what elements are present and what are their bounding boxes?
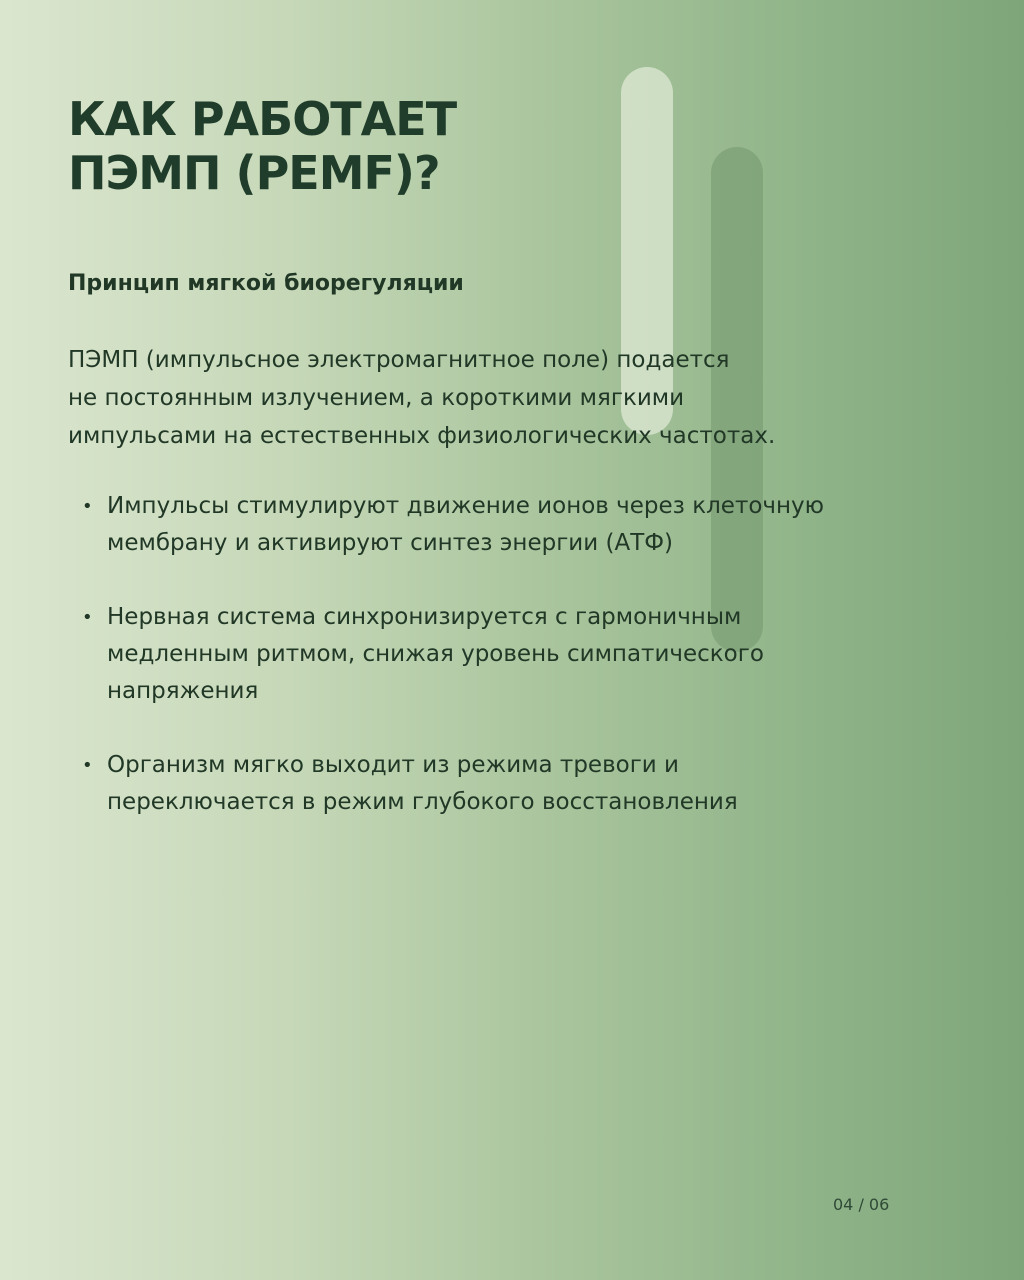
bullet-item [68,488,968,562]
bullet-line: Нервная система синхронизируется с гармоничным [107,604,742,630]
bullet-line: Импульсы стимулируют движение ионов через клеточную [107,493,825,519]
intro-paragraph [68,341,775,455]
page-indicator: 04 / 06 [833,1195,890,1214]
bullet-dot-icon: • [82,755,93,776]
bullet-line: мембрану и активируют синтез энергии (АТФ) [107,530,674,556]
page-title [68,92,456,200]
bullet-item [68,747,968,821]
bullet-line: медленным ритмом, снижая уровень симпатического [107,641,764,667]
intro-line: не постоянным излучением, а короткими мягкими [68,385,685,411]
intro-line: импульсами на естественных физиологических частотах. [68,423,776,449]
bullet-line: напряжения [107,678,259,704]
bullet-list [68,488,968,858]
intro-line: ПЭМП (импульсное электромагнитное поле) подается [68,347,730,373]
section-subtitle: Принцип мягкой биорегуляции [68,271,464,296]
bullet-line: Организм мягко выходит из режима тревоги и [107,752,679,778]
bullet-line: переключается в режим глубокого восстановления [107,789,738,815]
bullet-dot-icon: • [82,607,93,628]
title-line: КАК РАБОТАЕТ [68,92,457,146]
title-line: ПЭМП (PEMF)? [68,146,440,200]
bullet-item [68,599,968,710]
bullet-dot-icon: • [82,496,93,517]
